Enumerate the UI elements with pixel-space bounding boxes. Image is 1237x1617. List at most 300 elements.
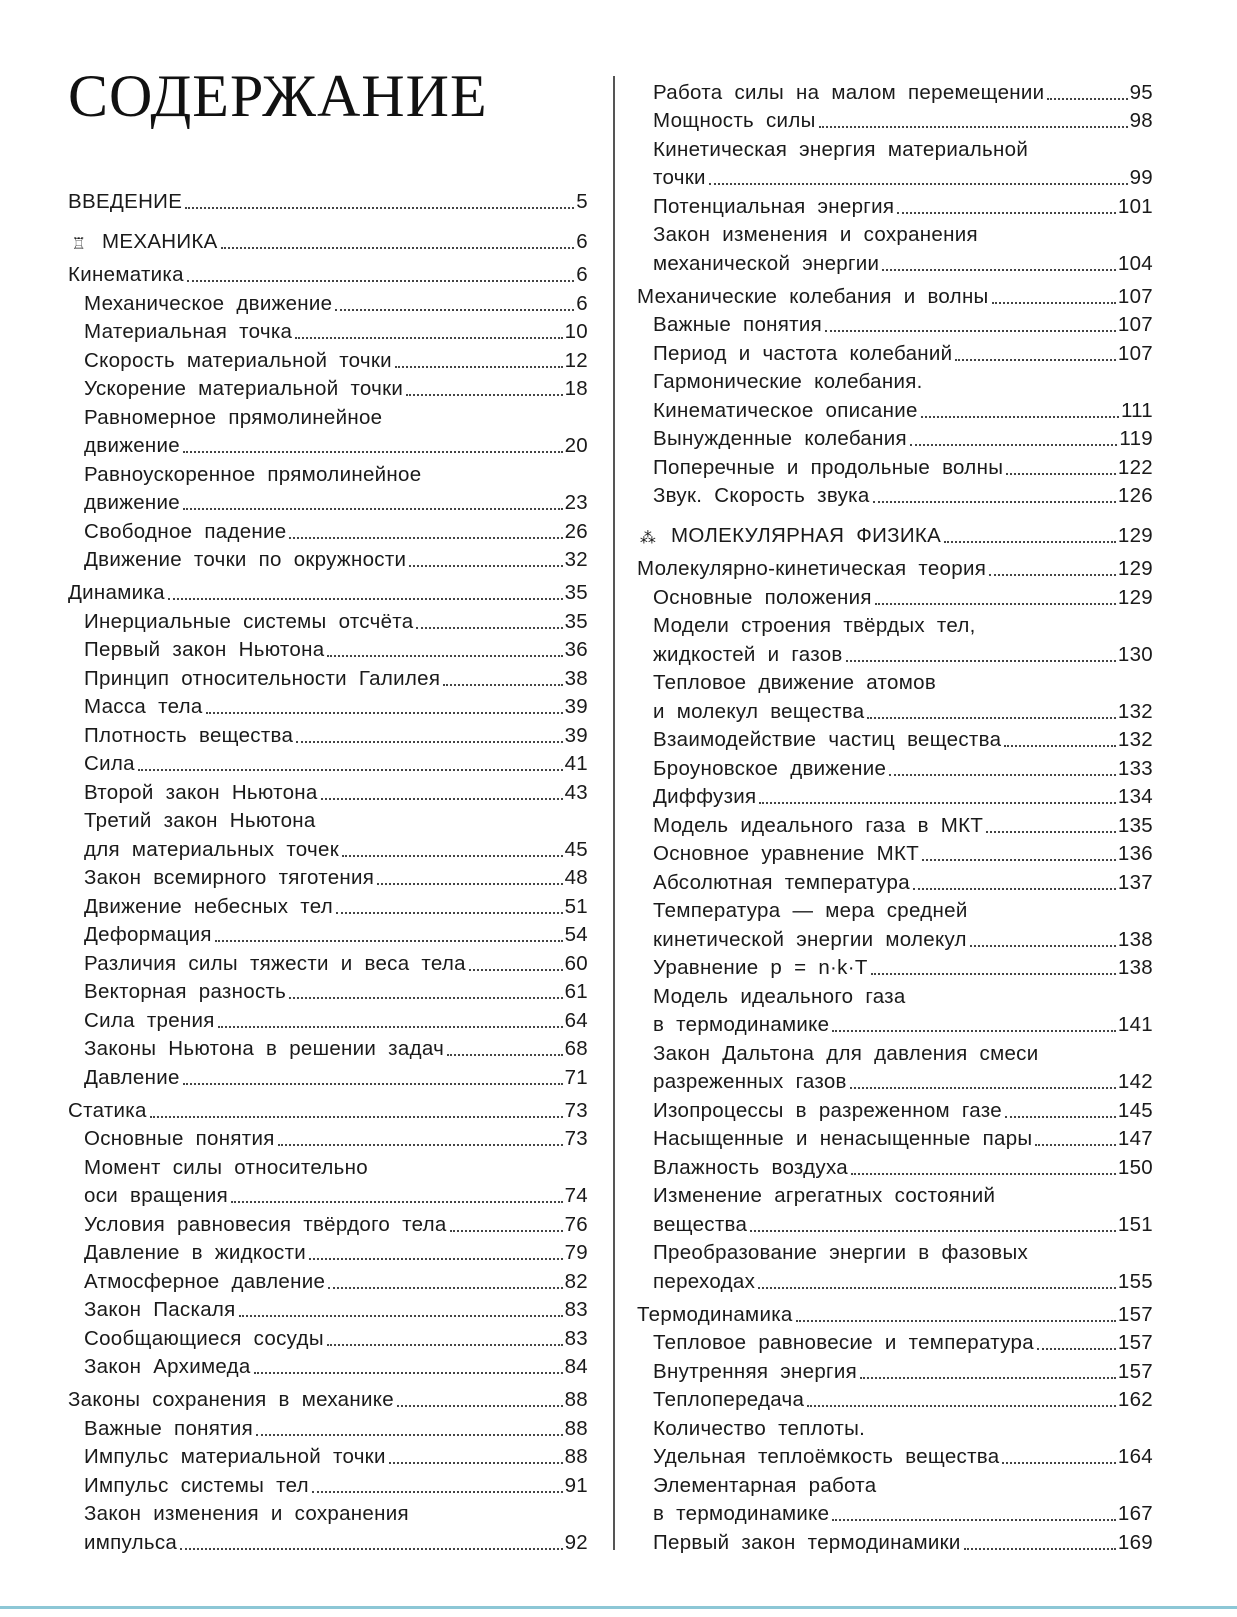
toc-entry-label: Внутренняя энергия [653,1359,857,1383]
toc-page-number: 130 [1117,642,1153,666]
toc-entry[interactable] [68,605,588,634]
toc-entry-line1: Гармонические колебания. [653,370,923,393]
dot-leader [278,1144,563,1146]
toc-entry-label: Скорость материальной точки [84,348,392,372]
dot-leader [832,1030,1116,1032]
toc-entry-label: Насыщенные и ненасыщенные пары [653,1127,1033,1150]
toc-page-number: 73 [564,1127,588,1150]
dot-leader [389,1462,563,1464]
toc-entry[interactable] [637,247,1153,276]
toc-entry-line1: Момент силы относительно [84,1155,368,1179]
toc-entry[interactable] [637,190,1153,219]
toc-entry-label: Условия равновесия твёрдого тела [84,1212,447,1236]
dot-leader [851,1173,1116,1175]
dot-leader [254,1372,563,1374]
dot-leader [1037,1348,1116,1350]
toc-entry-label: Вынужденные колебания [653,427,907,450]
dot-leader [796,1320,1116,1322]
dot-leader [256,1434,563,1436]
dot-leader [989,574,1116,576]
toc-entry[interactable] [637,781,1153,810]
toc-entry-label: МЕХАНИКА [102,230,218,253]
dot-leader [397,1405,563,1407]
toc-entry-label: Инерциальные системы отсчёта [84,609,414,633]
toc-entry-label: Материальная точка [84,320,293,343]
toc-section[interactable] [637,276,1153,309]
toc-entry[interactable] [68,1412,588,1441]
toc-page-number: 20 [564,434,588,457]
toc-entry[interactable] [637,309,1153,338]
toc-entry[interactable] [637,809,1153,838]
toc-entry[interactable] [68,890,588,919]
toc-entry-line1: Кинетическая энергия материальной [653,137,1029,161]
toc-page-number: 157 [1117,1331,1153,1354]
toc-entry-label: Законы Ньютона в решении задач [84,1037,445,1060]
toc-entry-label: Изопроцессы в разреженном газе [653,1098,1002,1122]
dot-leader [992,302,1116,304]
toc-entry[interactable] [68,1123,588,1152]
dot-leader [807,1405,1116,1407]
dot-leader [185,207,574,209]
toc-page-number: 79 [564,1241,588,1264]
toc-entry-label: Давление в жидкости [84,1241,307,1264]
dot-leader [342,855,563,857]
toc-entry-label: МОЛЕКУЛЯРНАЯ ФИЗИКА [671,524,942,547]
toc-entry[interactable] [68,1322,588,1351]
toc-entry-label: Сила [84,752,135,775]
toc-entry-label: Термодинамика [637,1302,793,1326]
dot-leader [819,126,1128,128]
toc-page-number: 35 [564,581,588,604]
toc-page-number: 155 [1117,1269,1153,1293]
toc-entry-line1: Равноускоренное прямолинейное [84,462,422,486]
toc-entry-label: кинетической энергии молекул [653,927,967,951]
dot-leader [832,1519,1116,1521]
toc-entry-label: Броуновское движение [653,756,887,780]
toc-entry-label: Масса тела [84,695,203,718]
toc-entry-label: Удельная теплоёмкость вещества [653,1445,1000,1468]
dot-leader [187,280,574,282]
toc-entry-line1: Закон изменения и сохранения [653,223,978,246]
toc-entry-label: Движение небесных тел [84,894,334,918]
toc-entry-label: движение [84,491,180,514]
toc-entry-line1: Преобразование энергии в фазовых [653,1241,1029,1264]
toc-entry[interactable] [637,724,1153,753]
toc-entry[interactable] [68,344,588,373]
toc-page-number: 88 [564,1388,588,1411]
dot-leader [335,309,574,311]
toc-page-number: 64 [564,1008,588,1032]
toc-page-number: 54 [564,923,588,946]
dot-leader [377,883,562,885]
toc-entry-label: точки [653,166,706,189]
toc-entry[interactable] [637,1355,1153,1384]
toc-entry[interactable] [68,919,588,948]
toc-entry[interactable] [68,544,588,573]
toc-entry[interactable] [68,833,588,862]
toc-entry[interactable] [68,1351,588,1380]
dot-leader [709,183,1128,185]
dot-leader [138,769,563,771]
toc-entry-label: Уравнение p = n·k·T [653,956,868,979]
dot-leader [328,1287,562,1289]
dot-leader [327,655,562,657]
dot-leader [215,940,563,942]
toc-entry-label: импульса [84,1530,178,1554]
toc-page-number: 132 [1117,728,1153,751]
dot-leader [309,1258,563,1260]
toc-page-number: 169 [1117,1530,1153,1554]
toc-entry-line1: Закон Дальтона для давления смеси [653,1041,1039,1065]
toc-page-number: 38 [564,666,588,690]
dot-leader [295,337,562,339]
toc-section[interactable] [68,572,588,605]
dot-leader [882,269,1116,271]
dot-leader [1005,1116,1116,1118]
toc-entry-label: Кинематическое описание [653,398,918,422]
dot-leader [913,888,1116,890]
toc-entry[interactable] [68,719,588,748]
toc-page-number: 35 [564,609,588,633]
dot-leader [296,741,562,743]
toc-page-number: 39 [564,695,588,718]
toc-page-number: 147 [1117,1127,1153,1150]
toc-entry[interactable] [68,316,588,345]
toc-page-number: 111 [1120,398,1153,422]
toc-page-number: 107 [1117,341,1153,365]
molecule-icon: ⁂ [639,530,657,547]
dot-leader [944,541,1116,543]
toc-entry-line1: Температура — мера средней [653,899,968,922]
dot-leader [875,603,1116,605]
dot-leader [289,997,562,999]
toc-entry[interactable] [637,838,1153,867]
toc-page-number: 76 [564,1212,588,1236]
dot-leader [1002,1462,1115,1464]
column-divider [613,76,615,1550]
toc-entry-line1: Тепловое движение атомов [653,671,937,694]
dot-leader [395,366,563,368]
toc-entry-label: Движение точки по окружности [84,548,407,571]
toc-entry[interactable] [68,976,588,1005]
toc-entry[interactable] [68,1294,588,1323]
dot-leader [183,1083,563,1085]
toc-part[interactable] [68,214,588,254]
toc-part[interactable] [637,508,1153,548]
page-title: СОДЕРЖАНИЕ [68,63,488,129]
toc-entry[interactable] [68,1469,588,1498]
toc-entry-label: Важные понятия [653,313,823,336]
toc-entry-label: Сила трения [84,1008,215,1032]
toc-entry[interactable] [68,1061,588,1090]
toc-entry[interactable] [637,480,1153,509]
toc-entry-label: Мощность силы [653,109,816,132]
toc-entry-label: Принцип относительности Галилея [84,666,441,690]
toc-page-number: 43 [564,780,588,804]
toc-entry[interactable] [68,1526,588,1555]
toc-page-number: 167 [1117,1502,1153,1525]
toc-entry[interactable] [68,1208,588,1237]
toc-entry[interactable] [68,430,588,459]
toc-page-number: 45 [564,837,588,861]
toc-page-number: 137 [1117,870,1153,894]
toc-entry-label: Абсолютная температура [653,870,910,894]
toc-page-number: 92 [564,1530,588,1554]
toc-section[interactable] [68,1379,588,1412]
dot-leader [168,598,563,600]
toc-entry-label: разреженных газов [653,1070,847,1093]
dot-leader [150,1116,563,1118]
dot-leader [860,1377,1116,1379]
toc-entry[interactable] [68,776,588,805]
toc-entry-label: Деформация [84,923,212,946]
toc-entry-label: Первый закон Ньютона [84,638,325,661]
toc-entry-line1: Элементарная работа [653,1473,877,1497]
toc-page-number: 6 [576,230,588,253]
toc-page-number: 136 [1117,842,1153,865]
toc-entry-label: Модель идеального газа в МКТ [653,813,984,837]
toc-entry-label: Закон всемирного тяготения [84,866,375,889]
dot-leader [409,565,562,567]
toc-entry-label: Векторная разность [84,980,287,1003]
dot-leader [750,1230,1116,1232]
toc-page-number: 164 [1117,1445,1153,1468]
dot-leader [406,394,562,396]
toc-entry-label: Второй закон Ньютона [84,780,318,804]
toc-entry-label: Сообщающиеся сосуды [84,1326,324,1350]
dot-leader [986,831,1116,833]
toc-entry[interactable] [68,662,588,691]
toc-section[interactable] [68,254,588,287]
toc-entry[interactable] [68,515,588,544]
toc-entry[interactable] [637,1123,1153,1152]
toc-entry-label: Важные понятия [84,1416,254,1440]
toc-entry[interactable] [68,748,588,777]
toc-entry-label: переходах [653,1269,756,1293]
toc-entry-label: в термодинамике [653,1502,830,1525]
toc-page-number: 157 [1117,1302,1153,1326]
toc-page-number: 48 [564,866,588,889]
toc-page-number: 145 [1117,1098,1153,1122]
toc-entry[interactable] [637,451,1153,480]
toc-page-number: 26 [564,519,588,543]
toc-entry-label: Механические колебания и волны [637,284,989,308]
toc-entry-label: Поперечные и продольные волны [653,455,1004,479]
dot-leader [321,798,563,800]
toc-entry[interactable] [637,581,1153,610]
toc-entry[interactable] [637,638,1153,667]
dot-leader [758,1287,1116,1289]
toc-entry[interactable] [637,394,1153,423]
dot-leader [206,712,563,714]
toc-page-number: 141 [1117,1013,1153,1036]
toc-entry[interactable] [637,1066,1153,1095]
toc-entry-line1: Количество теплоты. [653,1416,866,1440]
toc-entry-label: Тепловое равновесие и температура [653,1331,1034,1354]
toc-entry[interactable] [637,1009,1153,1038]
toc-page-number: 73 [564,1098,588,1122]
toc-entry[interactable] [68,487,588,516]
toc-entry-label: Закон Паскаля [84,1298,236,1321]
toc-entry[interactable] [68,634,588,663]
toc-entry[interactable] [637,752,1153,781]
dot-leader [289,537,562,539]
dot-leader [825,330,1116,332]
toc-entry[interactable] [637,695,1153,724]
toc-entry[interactable] [68,947,588,976]
toc-entry[interactable] [637,1265,1153,1294]
toc-entry[interactable] [637,1526,1153,1555]
toc-page-number: 98 [1129,109,1153,132]
toc-part[interactable] [68,174,588,214]
toc-entry-label: Основное уравнение МКТ [653,842,920,865]
toc-page-number: 74 [564,1184,588,1207]
toc-entry-label: Основные понятия [84,1127,275,1150]
dot-leader [443,684,562,686]
toc-page-number: 88 [564,1416,588,1440]
dot-leader [183,451,563,453]
dot-leader [846,660,1116,662]
toc-page-number: 122 [1117,455,1153,479]
dot-leader [970,945,1116,947]
toc-entry-label: Ускорение материальной точки [84,377,404,400]
toc-entry-line1: Модели строения твёрдых тел, [653,614,976,637]
dot-leader [231,1201,563,1203]
toc-page-number: 88 [564,1445,588,1468]
dot-leader [955,359,1115,361]
toc-page-number: 71 [564,1065,588,1089]
toc-entry[interactable] [68,1180,588,1209]
toc-entry[interactable] [637,952,1153,981]
toc-entry-label: Динамика [68,581,165,604]
toc-entry-line1: Модель идеального газа [653,984,906,1008]
toc-page-number: 10 [564,320,588,343]
toc-entry-line1: Изменение агрегатных состояний [653,1184,996,1207]
toc-page-number: 36 [564,638,588,661]
toc-page-number: 157 [1117,1359,1153,1383]
toc-page-number: 150 [1117,1155,1153,1179]
toc-page-number: 95 [1129,80,1153,104]
toc-entry-label: движение [84,434,180,457]
toc-page-number: 107 [1117,284,1153,308]
dot-leader [183,508,563,510]
toc-entry[interactable] [637,1208,1153,1237]
dot-leader [897,212,1116,214]
toc-section[interactable] [68,1090,588,1123]
toc-entry-label: Механическое движение [84,291,333,315]
dot-leader [1004,745,1116,747]
toc-entry[interactable] [637,866,1153,895]
toc-page-number: 32 [564,548,588,571]
toc-entry-label: Звук. Скорость звука [653,484,870,507]
toc-entry-label: вещества [653,1212,748,1236]
toc-entry-label: ВВЕДЕНИЕ [68,190,183,213]
toc-page-number: 138 [1117,927,1153,951]
toc-page-number: 132 [1117,699,1153,723]
toc-entry[interactable] [637,105,1153,134]
toc-right-column [637,76,1153,1555]
toc-entry[interactable] [637,1327,1153,1356]
toc-entry-label: Работа силы на малом перемещении [653,80,1045,104]
toc-entry[interactable] [637,1441,1153,1470]
toc-entry[interactable] [68,1004,588,1033]
toc-entry-label: Взаимодействие частиц вещества [653,728,1002,751]
toc-entry-label: Закон Архимеда [84,1355,251,1378]
dot-leader [889,774,1116,776]
dot-leader [759,802,1115,804]
toc-entry[interactable] [68,1237,588,1266]
toc-page-number: 6 [576,263,588,286]
toc-page-number: 18 [564,377,588,400]
toc-section[interactable] [637,1294,1153,1327]
toc-page-number: 129 [1117,557,1153,580]
toc-entry[interactable] [637,76,1153,105]
toc-entry[interactable] [637,923,1153,952]
toc-page-number: 68 [564,1037,588,1060]
toc-entry-label: Влажность воздуха [653,1155,848,1179]
toc-page-number: 82 [564,1269,588,1293]
toc-page-number: 91 [564,1473,588,1497]
toc-page-number: 129 [1117,585,1153,609]
dot-leader [921,416,1119,418]
toc-entry-label: Плотность вещества [84,723,294,747]
toc-entry[interactable] [637,162,1153,191]
toc-page-number: 12 [564,348,588,372]
toc-entry[interactable] [637,1498,1153,1527]
toc-entry[interactable] [637,1384,1153,1413]
toc-page-number: 138 [1117,956,1153,979]
dot-leader [239,1315,563,1317]
toc-entry[interactable] [68,862,588,891]
toc-page-number: 135 [1117,813,1153,837]
dot-leader [218,1026,563,1028]
toc-entry[interactable] [637,423,1153,452]
toc-entry-label: жидкостей и газов [653,642,843,666]
toc-entry-label: механической энергии [653,251,880,275]
toc-entry[interactable] [68,1441,588,1470]
toc-entry-label: Период и частота колебаний [653,341,953,365]
toc-entry-label: и молекул вещества [653,699,865,723]
toc-entry-label: Импульс системы тел [84,1473,309,1497]
toc-entry-label: Кинематика [68,263,184,286]
toc-page-number: 151 [1117,1212,1153,1236]
toc-page-number: 51 [564,894,588,918]
toc-entry-label: Молекулярно-кинетическая теория [637,557,987,580]
toc-section[interactable] [637,548,1153,581]
toc-entry[interactable] [68,373,588,402]
dot-leader [1006,473,1116,475]
toc-page-number: 5 [576,190,588,213]
toc-entry[interactable] [637,1094,1153,1123]
toc-entry[interactable] [68,691,588,720]
toc-page-number: 119 [1119,427,1153,450]
dot-leader [336,912,563,914]
dot-leader [447,1054,563,1056]
toc-entry-label: в термодинамике [653,1013,830,1036]
toc-entry[interactable] [637,337,1153,366]
toc-entry[interactable] [68,1033,588,1062]
toc-page-number: 101 [1117,194,1153,218]
dot-leader [873,501,1116,503]
dot-leader [922,859,1116,861]
toc-entry[interactable] [68,1265,588,1294]
dot-leader [180,1548,562,1550]
dot-leader [327,1344,563,1346]
toc-entry[interactable] [68,287,588,316]
toc-entry[interactable] [637,1151,1153,1180]
toc-entry-label: Основные положения [653,585,872,609]
toc-page-number: 129 [1117,524,1153,547]
